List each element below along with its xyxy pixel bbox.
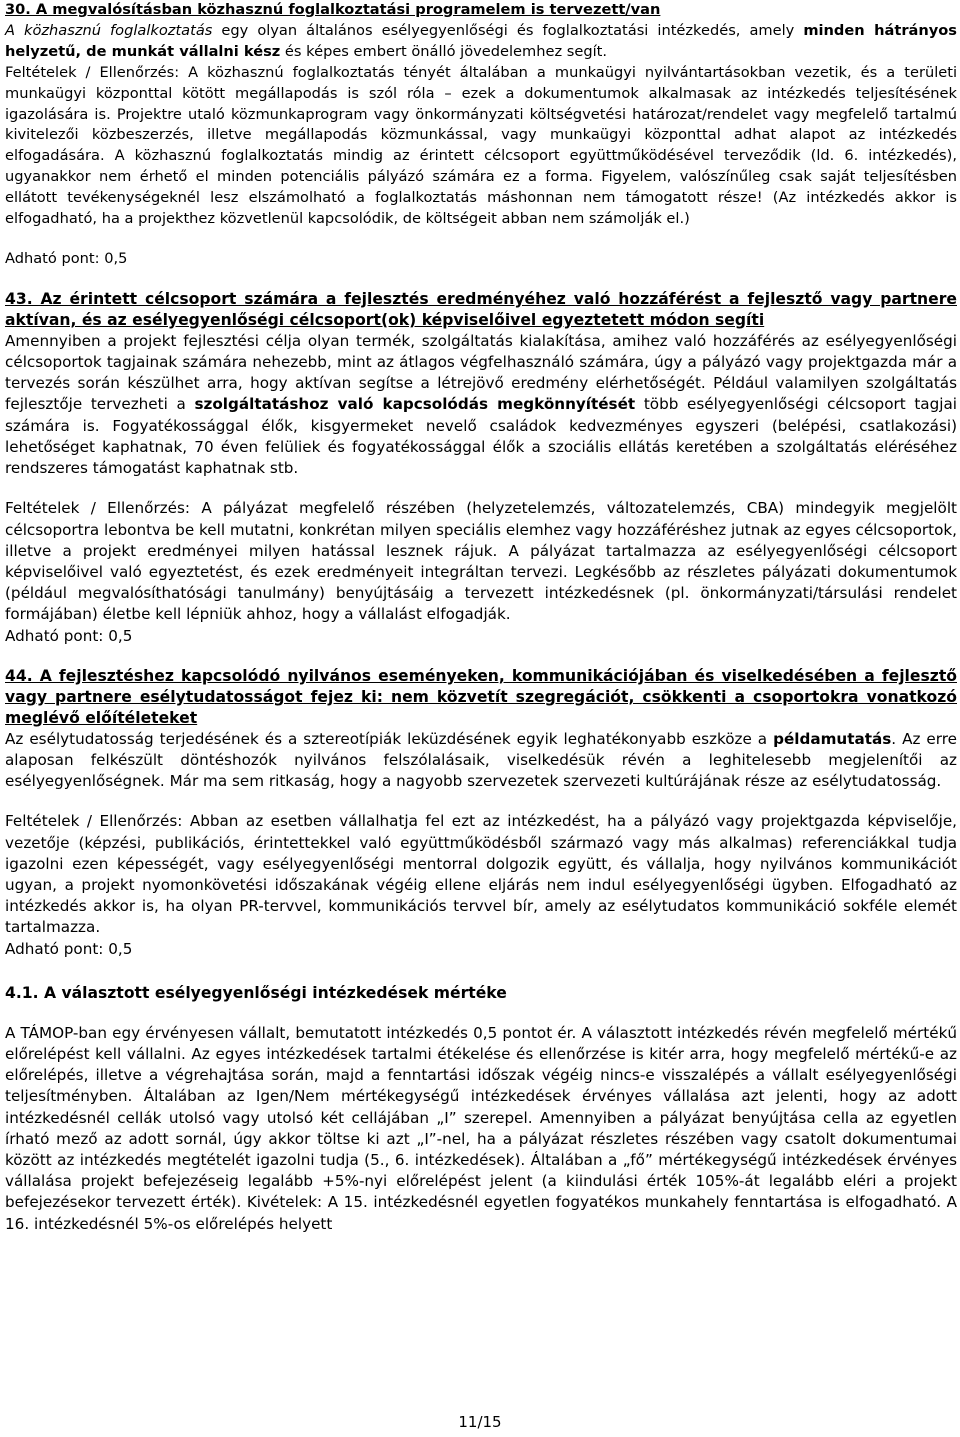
section-43-body <box>5 331 957 479</box>
section-30 <box>5 0 957 270</box>
section-44-points: Adható pont: 0,5 <box>5 939 133 958</box>
body-text: Amennyiben a projekt fejlesztési célja olyan termék, szolgáltatás kialakítása, amihez való hozzáférés az esélyegyenlőségi célcsoportok tagjainak számára nehezebb, mint az átlagos végfelhasználó számára, úgy a pályázó vagy projektgazda már a tervezés során készülhet arra, hogy aktívan segítse a létrejövő eredmény elérhetőségét. Például valamilyen szolgáltatás fejlesztője tervezheti a <box>5 331 957 414</box>
body-bold: szolgáltatáshoz való kapcsolódás megkönnyítését <box>194 395 636 414</box>
section-30-body: Feltételek / Ellenőrzés: A közhasznú foglalkoztatás tényét általában a munkaügyi nyilvántartásokban vezetik, és a területi munkaügyi központtal kötött megállapodás is szól róla – ezek a dokumentumok alkalmasak az intézkedés teljesítésének igazolására is. Projektre utaló közmunkaprogram vagy önkormányzati költségvetési határozat/rendelet vagy megfelelő tartalmú kivitelezői közbeszerzés, illetve megállapodás közmunkással, vagy munkaügyi központtal adhat alapot az intézkedés elfogadására. A közhasznú foglalkoztatás mindig az érintett célcsoport együttműködésével terveződik (ld. 6. intézkedés), ugyanakkor nem érhető el minden potenciális pályázó számára ez a forma. Figyelem, valószínűleg csak saját teljesítésben ellátott tevékenységeknél lesz elszámolható a foglalkoztatás máshonnan nem támogatott része! (Az intézkedés akkor is elfogadható, ha a projekthez közvetlenül kapcsolódik, de költségeit abban nem számolják el.) <box>5 63 957 228</box>
section-4-1-body: A TÁMOP-ban egy érvényesen vállalt, bemutatott intézkedés 0,5 pontot ér. A választott intézkedés révén megfelelő mértékű előrelépést kell vállalni. Az egyes intézkedések tartalmi étékelése és ellenőrzése is kitér arra, hogy megfelelő mértékű-e az előrelépés, illetve a végrehajtása során, majd a fenntartási időszak végéig nincs-e visszalépés a vállalt esélyegyenlőségi teljesítményben. Általában az Igen/Nem mértékegységű intézkedések érvényes vállalása azt jelenti, hogy az adott intézkedésnél cellák utolsó vagy utolsó két cellájában „I” szerepel. Amennyiben a pályázat benyújtása cella az egyetlen írható mező az adott sornál, úgy akkor töltse ki azt „I”-nel, ha a pályázat részletes részében vagy csatolt dokumentumai között az intézkedés megtételét igazolni tudja (5., 6. intézkedések). Általában a „fő” mértékegységű intézkedések érvényes vállalása projekt befejezéseig legalább +5%-nyi előrelépést jelent (a kiindulási érték 105%-át legalább eléri a projekt befejezésekor tervezett érték). Kivételek: A 15. intézkedésnél egyetlen fogyatékos munkahely fenntartása is elfogadható. A 16. intézkedésnél 5%-os előrelépés helyett <box>5 1023 957 1233</box>
intro-bold: minden hátrányos helyzetű, de munkát vállalni kész <box>5 21 957 60</box>
section-44-title: 44. A fejlesztéshez kapcsolódó nyilvános eseményeken, kommunikációjában és viselkedésében a fejlesztő vagy partnere esélytudatosságot fejez ki: nem közvetít szegregációt, csökkenti a csoportokra vonatkozó meglévő előítéleteket <box>5 666 957 727</box>
page-number: 11/15 <box>458 1413 502 1431</box>
body-text: több esélyegyenlőségi célcsoport tagjai számára is. Fogyatékossággal élők, kisgyermeket nevelő családok kedvezményes egyszeri (belépési, csatlakozási) lehetőséget kaphatnak, 70 éven felüliek és fogyatékossággal élők a szociális ellátás keretében a szolgáltatás eléréséhez rendszeres támogatást kaphatnak stb. <box>5 395 958 478</box>
section-44 <box>5 666 957 960</box>
section-44-body <box>5 729 957 793</box>
body-text: Az esélytudatosság terjedésének és a sztereotípiák leküzdésének egyik leghatékonyabb eszköze a <box>5 729 774 748</box>
body-bold: példamutatás <box>773 729 892 748</box>
section-44-conditions: Feltételek / Ellenőrzés: Abban az esetben vállalhatja fel ezt az intézkedést, ha a pályázó vagy projektgazda képviselője, vezetője (képzési, publikációs, érintettekkel való együttműködésből származó vagy más alkalmas) referenciákkal tudja igazolni ezen képességét, vagy esélyegyenlőségi mentorral dolgozik együtt, és vállalja, hogy nyilvános kommunikációt ugyan, a projekt nyomonkövetési időszakának végéig ellene eljárás nem indul esélyegyenlőségi ügyben. Elfogadható az intézkedés akkor is, ha olyan PR-tervvel, kommunikációs tervvel bír, amely az esélytudatos kommunikáció sokféle elemét tartalmazza. <box>5 812 957 937</box>
section-43-points: Adható pont: 0,5 <box>5 626 133 645</box>
intro-tail: és képes embert önálló jövedelemhez segít. <box>280 42 608 60</box>
section-30-intro <box>5 21 957 63</box>
section-30-title: 30. A megvalósításban közhasznú foglalkoztatási programelem is tervezett/van <box>5 1 661 18</box>
section-43-title: 43. Az érintett célcsoport számára a fejlesztés eredményéhez való hozzáférést a fejlesztő vagy partnere aktívan, és az esélyegyenlőségi célcsoport(ok) képviselőivel egyeztetett módon segíti <box>5 289 957 329</box>
intro-italic: A közhasznú foglalkoztatás <box>5 21 213 39</box>
body-text: . Az erre alaposan felkészült döntéshozók nyilvános felszólalásaik, viselkedésük révén a leghitelesebb megjelenítői az esélyegyenlőségnek. Már ma sem ritkaság, hogy a nagyobb szervezetek szervezeti kultúrájának része az esélytudatosság. <box>5 729 958 791</box>
intro-rest: egy olyan általános esélyegyenlőségi és foglalkoztatási intézkedés, amely <box>212 21 804 39</box>
section-43 <box>5 289 957 647</box>
section-30-points: Adható pont: 0,5 <box>5 249 128 267</box>
document-page <box>5 0 957 1235</box>
section-4-1 <box>5 983 957 1235</box>
section-43-conditions: Feltételek / Ellenőrzés: A pályázat megfelelő részében (helyzetelemzés, változatelemzés, CBA) mindegyik megjelölt célcsoportra lebontva be kell mutatni, konkrétan milyen speciális elemhez vagy hozzáféréshez jutnak az egyes célcsoportok, illetve a projekt eredményei milyen hatással lesznek rájuk. A pályázat tartalmazza az esélyegyenlőségi célcsoport képviselőivel való egyeztetést, és ezek eredményeit integráltan tervezi. Legkésőbb az részletes pályázati dokumentumok (például megvalósíthatósági tanulmány) benyújtásáig a tervezett intézkedésnek (pl. önkormányzati/társulási rendelet formájában) életbe kell lépniük ahhoz, hogy a vállalást elfogadják. <box>5 499 957 624</box>
section-4-1-title: 4.1. A választott esélyegyenlőségi intézkedések mértéke <box>5 983 507 1002</box>
